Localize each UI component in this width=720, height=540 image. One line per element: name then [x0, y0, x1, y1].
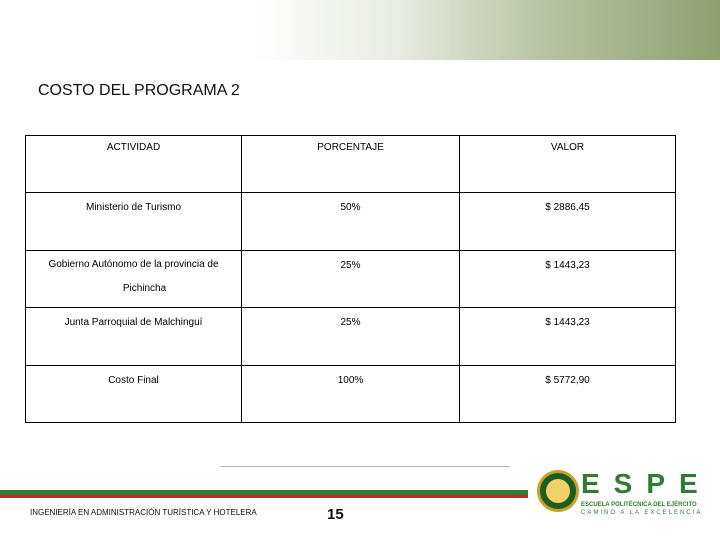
cell-actividad: Costo Final	[26, 365, 242, 422]
cell-valor: $ 1443,23	[460, 308, 676, 365]
logo-motto: CAMINO A LA EXCELENCIA	[581, 510, 703, 516]
cell-actividad-line2: Pichincha	[122, 282, 167, 294]
slide-title: COSTO DEL PROGRAMA 2	[38, 82, 240, 99]
table-row	[26, 250, 676, 307]
logo-subtitle: ESCUELA POLITÉCNICA DEL EJÉRCITO	[581, 502, 697, 508]
cell-porcentaje: 50%	[242, 193, 460, 250]
cell-actividad-line1: Gobierno Autónomo de la provincia de	[48, 258, 219, 270]
cell-valor: $ 1443,23	[460, 250, 676, 307]
table-row	[26, 308, 676, 365]
header-actividad: ACTIVIDAD	[26, 136, 242, 193]
separator-line	[220, 466, 510, 467]
cell-actividad: Ministerio de Turismo	[26, 193, 242, 250]
cell-porcentaje: 25%	[242, 308, 460, 365]
cell-actividad	[26, 250, 242, 307]
table-row	[26, 193, 676, 250]
logo-letters: ESPE	[581, 468, 712, 499]
cell-porcentaje: 25%	[242, 250, 460, 307]
cell-porcentaje: 100%	[242, 365, 460, 422]
cell-valor: $ 5772,90	[460, 365, 676, 422]
header-gradient-band	[0, 0, 720, 60]
espe-logo	[533, 468, 713, 520]
footer-red-bar	[0, 495, 528, 498]
cost-table	[25, 135, 676, 423]
crest-icon	[537, 470, 579, 512]
footer-text: INGENIERÍA EN ADMINISTRACIÓN TURÍSTICA Y HOTELERA	[30, 508, 257, 517]
table-header-row	[26, 136, 676, 193]
table-row	[26, 365, 676, 422]
header-valor: VALOR	[460, 136, 676, 193]
header-porcentaje: PORCENTAJE	[242, 136, 460, 193]
page-number: 15	[327, 506, 344, 523]
cell-valor: $ 2886,45	[460, 193, 676, 250]
cell-actividad: Junta Parroquial de Malchinguí	[26, 308, 242, 365]
